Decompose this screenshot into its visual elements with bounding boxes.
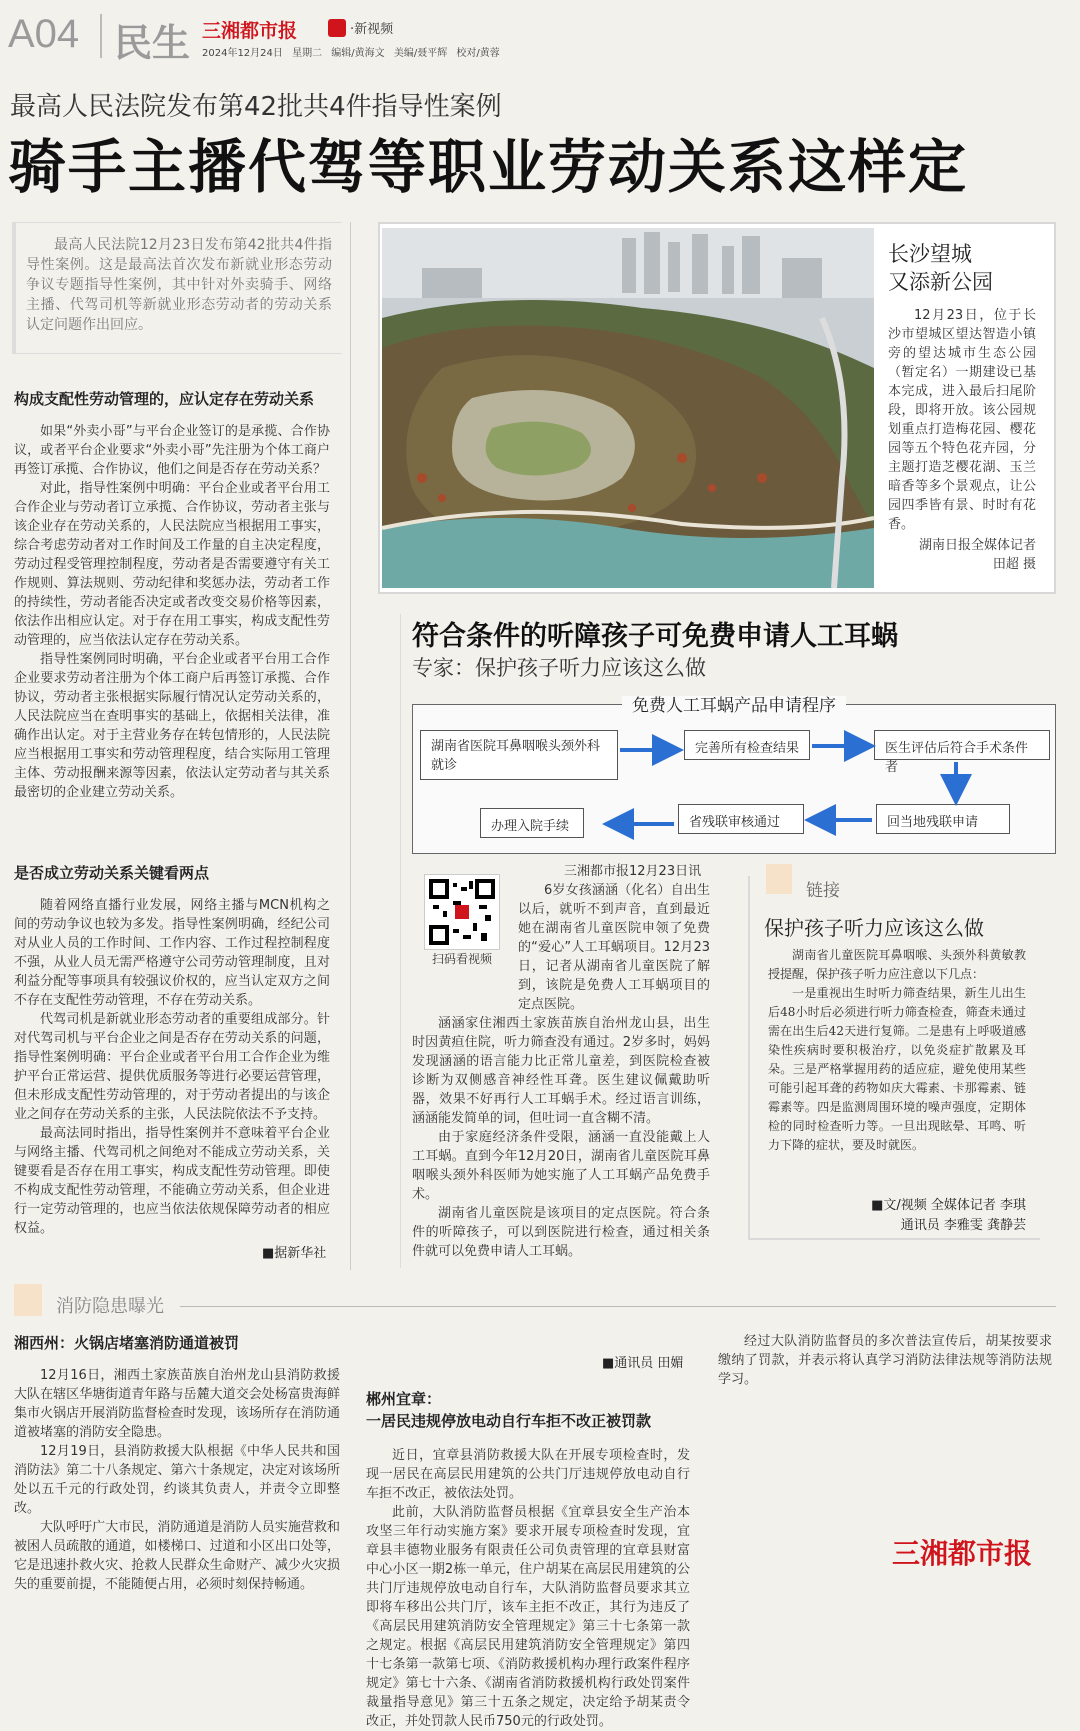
- photo-credit: [888, 536, 1036, 574]
- proofreader: 校对/黄蓉: [456, 48, 500, 59]
- fire-item2-body: [366, 1446, 690, 1729]
- masthead: [0, 0, 1080, 70]
- section1-body: [14, 422, 330, 802]
- cochlea-dateline: 三湘都市报12月23日讯: [564, 864, 702, 879]
- photo-story-text: 12月23日，位于长沙市望城区望达智造小镇旁的望达城市生态公园（暂定名）一期建设已基本完成，进入最后扫尾阶段，即将开放。该公园规划重点打造梅花园、樱花园等五个特色花卉园，分主题打造芝樱花湖、玉兰暗香等多个景观点，让公园四季皆有景、时时有花香。: [888, 308, 1036, 532]
- lead-summary: 最高人民法院12月23日发布第42批共4件指导性案例。这是最高法首次发布新就业形态劳动争议专题指导性案例，其中针对外卖骑手、网络主播、代驾司机等新就业形态劳动者的劳动关系认定问题作出回应。: [26, 237, 332, 333]
- fire-item1-para: 12月16日，湘西土家族苗族自治州龙山县消防救援大队在辖区华塘街道青年路与岳麓大道交会处杨富贵海鲜集市火锅店开展消防监督检查时发现，该场所存在消防通道被堵塞的消防安全隐患。: [14, 1368, 340, 1440]
- lead-summary-box: [12, 222, 342, 354]
- link-body: [768, 946, 1026, 1155]
- editor: 编辑/黄海文: [331, 48, 385, 59]
- fire-item2-title-line1: 郴州宜章：: [366, 1390, 442, 1408]
- masthead-meta: [202, 44, 500, 59]
- qr-label: 扫码看视频: [432, 952, 493, 966]
- link-credit-line2: 通讯员 李雅雯 龚静芸: [900, 1218, 1026, 1233]
- lead-kicker: 最高人民法院发布第42批共4件指导性案例: [10, 92, 502, 122]
- cochlea-body: [412, 862, 710, 1261]
- flow-step-2: 完善所有检查结果: [684, 730, 810, 760]
- page-number: A04: [8, 12, 80, 56]
- issue-weekday: 星期二: [292, 48, 323, 59]
- flow-title: 免费人工耳蜗产品申请程序: [413, 691, 1055, 716]
- cochlea-para: 湖南省儿童医院是该项目的定点医院。符合条件的听障孩子，可以到医院进行检查，通过相关条件就可以免费申请人工耳蜗。: [412, 1206, 710, 1259]
- fire-item1-para: 大队呼吁广大市民，消防通道是消防人员实施营救和被困人员疏散的通道，如楼梯口、过道和小区出口处等，它是迅速扑救火灾、抢救人民群众生命财产、减少火灾损失的重要前提，不能随便占用，必须时刻保持畅通。: [14, 1520, 340, 1592]
- flow-step-3: 医生评估后符合手术条件者: [874, 730, 1050, 760]
- section1-para: 如果“外卖小哥”与平台企业签订的是承揽、合作协议，或者平台企业要求“外卖小哥”先注册为个体工商户再签订承揽、合作协议，他们之间是否存在劳动关系？: [14, 424, 330, 477]
- link-para: 一是重视出生时听力筛查结果，新生儿出生后48小时后必须进行听力筛查检查，筛查未通过需在出生后42天进行复筛。二是患有上呼吸道感染性疾病时要积极治疗，以免炎症扩散累及耳朵。三是严格掌握用药的适应症，避免使用某些可能引起耳聋的药物如庆大霉素、卡那霉素、链霉素等。四是监测周围环境的噪声强度，定期体检的同时检查听力等。一旦出现眩晕、耳鸣、听力下降的症状，要及时就医。: [768, 986, 1026, 1152]
- section2-body: [14, 896, 330, 1238]
- lead-source: ■据新华社: [262, 1246, 327, 1261]
- video-logo-icon: [328, 19, 346, 37]
- flow-arrows: [412, 704, 1056, 854]
- flow-step-4: 回当地残联申请: [876, 804, 1010, 834]
- section2-title: 是否成立劳动关系关键看两点: [14, 864, 210, 882]
- art-editor: 美编/聂平辉: [393, 48, 448, 59]
- lead-headline: 骑手主播代驾等职业劳动关系这样定: [8, 133, 969, 201]
- fire-item1-body: [14, 1366, 340, 1592]
- link-tag: 链接: [806, 881, 840, 901]
- fire-item2-title-line2: 一居民违规停放电动自行车拒不改正被罚款: [366, 1412, 652, 1430]
- fire-item2-para: 此前，大队消防监督员根据《宜章县安全生产治本攻坚三年行动实施方案》要求开展专项检查时发现，宜章县丰德物业服务有限责任公司负责管理的宜章县财富中心小区一期2栋一单元，住户胡某在高层民用建筑的公共门厅违规停放电动自行车，大队消防监督员要求其立即将车移出公共门厅，该车主拒不改正，其行为违反了《高层民用建筑消防安全管理规定》第三十七条第一款之规定。根据《高层民用建筑消防安全管理规定》第四十七条第一款第七项、《消防救援机构办理行政案件程序规定》第七十六条、《湖南省消防救援机构行政处罚案件裁量指导意见》第三十五条之规定，决定给予胡某责令改正，并处罚款人民币750元的行政处罚。: [366, 1505, 690, 1729]
- park-aerial-image: [382, 228, 874, 588]
- link-tag-mark: [766, 864, 792, 894]
- cochlea-para-1: 6岁女孩涵涵（化名）自出生以后，就听不到声音，直到最近她在湖南省儿童医院申领了免费的“爱心”人工耳蜗项目。12月23日，记者从湖南省儿童医院了解到，该院是免费人工耳蜗项目的定点医院。: [518, 883, 710, 1012]
- fire-item2-para: 经过大队消防监督员的多次普法宣传后，胡某按要求缴纳了罚款，并表示将认真学习消防法律法规等消防法规学习。: [718, 1334, 1052, 1387]
- section1-para: 对此，指导性案例中明确：平台企业或者平台用工合作企业与劳动者订立承揽、合作协议，劳动者主张与该企业存在劳动关系的，人民法院应当根据用工事实，综合考虑劳动者对工作时间及工作量的自主决定程度，劳动过程受管理控制程度，劳动者是否需要遵守有关工作规则、算法规则、劳动纪律和奖惩办法，劳动者工作的持续性，劳动者能否决定或者改变交易价格等因素，依法作出相应认定。对于存在用工事实，构成支配性劳动管理的，应当依法认定存在劳动关系。: [14, 481, 330, 648]
- photo-story-title: [888, 240, 993, 296]
- section2-para: 随着网络直播行业发展，网络主播与MCN机构之间的劳动争议也较为多发。指导性案例明确，经纪公司对从业人员的工作时间、工作内容、工作过程控制程度不强，从业人员无需严格遵守公司劳动管理制度，且对利益分配等事项具有较强议价权的，应当认定双方之间不存在支配性劳动管理，不存在劳动关系。: [14, 898, 330, 1008]
- section2-para: 代驾司机是新就业形态劳动者的重要组成部分。针对代驾司机与平台企业之间是否存在劳动关系的问题，指导性案例明确：平台企业或者平台用工合作企业为维护平台正常运营、提供优质服务等进行必要运营管理，但未形成支配性劳动管理的，对于劳动者提出的与该企业之间存在劳动关系的主张，人民法院依法不予支持。: [14, 1012, 330, 1122]
- fire-section-tag: 消防隐患曝光: [56, 1296, 164, 1317]
- link-credit: [800, 1196, 1026, 1236]
- section2-para: 最高法同时指出，指导性案例并不意味着平台企业与网络主播、代驾司机之间绝对不能成立劳动关系，关键要看是否存在用工事实，构成支配性劳动管理。即使不构成支配性劳动管理，不能确立劳动关系，但企业进行一定劳动管理的，也应当依法依规保障劳动者的相应权益。: [14, 1126, 330, 1236]
- footer-logo: 三湘都市报: [888, 1532, 1036, 1572]
- flow-step-6: 办理入院手续: [480, 808, 584, 838]
- issue-date: 2024年12月24日: [202, 48, 283, 59]
- fire-item1-para: 12月19日，县消防救援大队根据《中华人民共和国消防法》第二十八条规定、第六十条规定，决定对该场所处以五千元的行政处罚，约谈其负责人，并责令立即整改。: [14, 1444, 340, 1516]
- link-title: 保护孩子听力应该这么做: [764, 916, 984, 940]
- section1-title: 构成支配性劳动管理的，应认定存在劳动关系: [14, 390, 315, 408]
- cochlea-headline: 符合条件的听障孩子可免费申请人工耳蜗: [412, 621, 898, 652]
- cochlea-para: 由于家庭经济条件受限，涵涵一直没能戴上人工耳蜗。直到今年12月20日，湖南省儿童医院耳鼻咽喉头颈外科医师为她实施了人工耳蜗产品免费手术。: [412, 1130, 710, 1202]
- section1-para: 指导性案例同时明确，平台企业或者平台用工合作企业要求劳动者注册为个体工商户后再签订承揽、合作协议，劳动者主张根据实际履行情况认定劳动关系的，人民法院应当在查明事实的基础上，依据相关法律，准确作出认定。对于主营业务存在转包情形的，人民法院应当根据用工事实和劳动管理程度，结合实际用工管理主体、劳动报酬来源等因素，依法认定劳动者与其关系最密切的企业建立劳动关系。: [14, 652, 330, 800]
- photo-title-line1: 长沙望城: [888, 242, 972, 266]
- masthead-divider: [100, 14, 102, 58]
- section-name: 民生: [114, 21, 191, 65]
- flow-step-1: 湖南省医院耳鼻咽喉头颈外科就诊: [420, 730, 618, 780]
- paper-name: 三湘都市报: [202, 20, 298, 42]
- fire-item1-title: 湘西州：火锅店堵塞消防通道被罚: [14, 1334, 240, 1352]
- link-credit-line1: ■文/视频 全媒体记者 李琪: [871, 1198, 1026, 1213]
- photo-credit-name: 田超 摄: [992, 557, 1036, 572]
- photo-title-line2: 又添新公园: [888, 270, 993, 294]
- fire-tag-mark: [14, 1284, 42, 1316]
- flow-step-5: 省残联审核通过: [678, 804, 804, 834]
- fire-section-rule: [180, 1306, 1056, 1307]
- cochlea-para: 涵涵家住湘西土家族苗族自治州龙山县，出生时因黄疸住院，听力筛查没有通过。2岁多时，妈妈发现涵涵的语言能力比正常儿童差，到医院检查被诊断为双侧感音神经性耳聋。医生建议佩戴助听器，效果不好再行人工耳蜗手术。经过语言训练，涵涵能发简单的词，但吐词一直含糊不清。: [412, 1016, 710, 1126]
- link-para: 湖南省儿童医院耳鼻咽喉、头颈外科黄敏教授提醒，保护孩子听力应注意以下几点：: [768, 948, 1026, 981]
- column-divider: [350, 222, 351, 1270]
- park-photo: [382, 228, 874, 588]
- photo-credit-org: 湖南日报全媒体记者: [918, 538, 1036, 553]
- fire-item2-para: 近日，宜章县消防救援大队在开展专项检查时，发现一居民在高层民用建筑的公共门厅违规停放电动自行车拒不改正，被依法处罚。: [366, 1448, 690, 1501]
- video-tag: ·新视频: [350, 22, 394, 37]
- cochlea-subhead: 专家：保护孩子听力应该这么做: [412, 656, 706, 680]
- cochlea-frame-left: [400, 614, 401, 1268]
- fire-item2-title: [366, 1388, 651, 1432]
- fire-item1-credit: ■通讯员 田媚: [602, 1356, 684, 1371]
